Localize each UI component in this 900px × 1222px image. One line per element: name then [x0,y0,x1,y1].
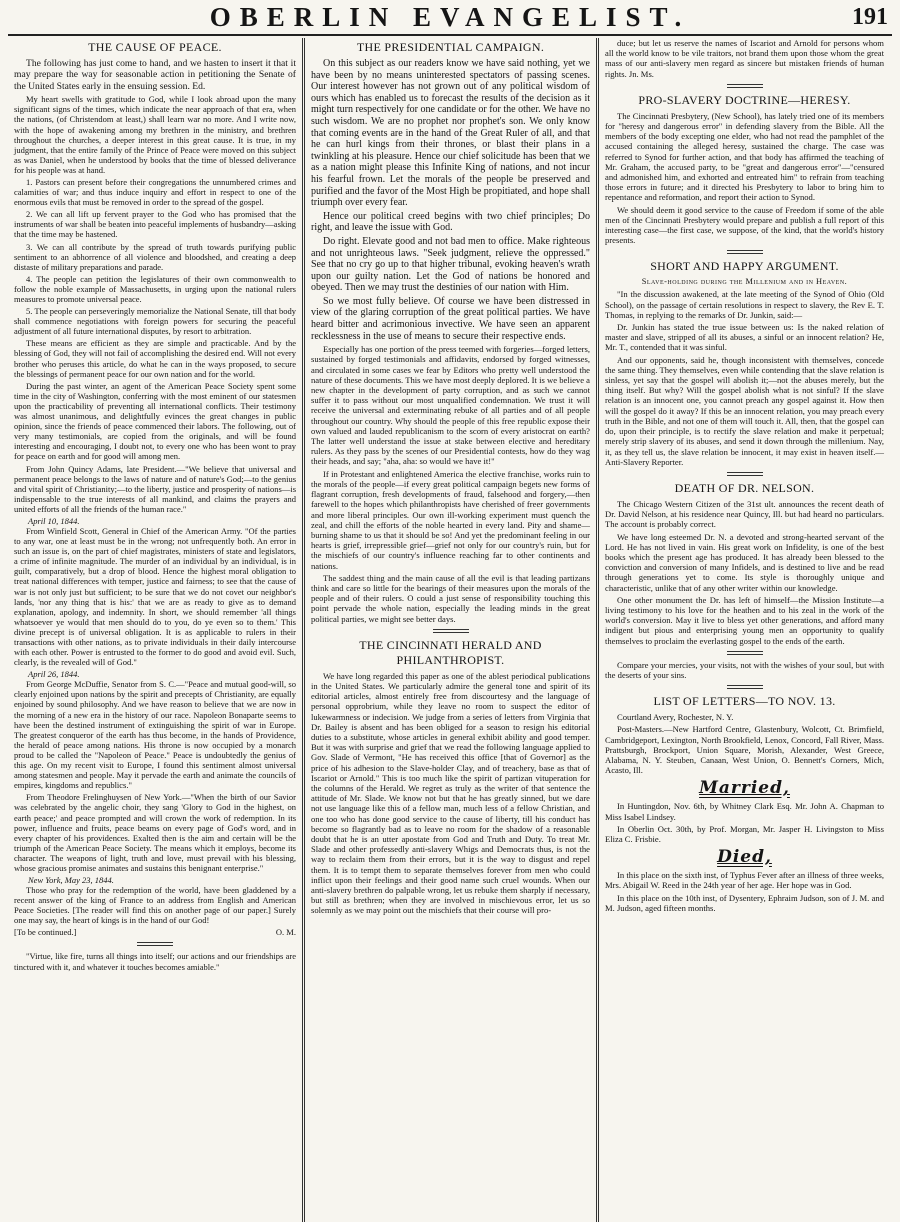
article-subheading: Slave-holding during the Millenium and in Heaven. [641,277,848,287]
married-notice: In Huntingdon, Nov. 6th, by Whitney Clark Esq. Mr. John A. Chapman to Miss Isabel Lindsey. [605,801,884,822]
closing-quote: "Virtue, like fire, turns all things into itself; our actions and our friendships are tinctured with it, and whatever it touches becomes amiable." [14,951,296,972]
death-notice: In this place on the sixth inst, of Typhus Fever after an illness of three weeks, Mrs. Abigail W. Reed in the 24th year of her age. Her hope was in God. [605,870,884,891]
author-initials: O. M. [275,927,296,938]
married-notice: In Oberlin Oct. 30th, by Prof. Morgan, Mr. Jasper H. Livingston to Miss Eliza C. Frisbie. [605,823,884,844]
article-paragraph: Hence our political creed begins with two chief principles; Do right, and leave the issue with God. [311,210,590,234]
article-heading-cause-of-peace: THE CAUSE OF PEACE. [88,40,222,54]
article-continuation: duce; but let us reserve the names of Iscariot and Arnold for persons whom all the world know to be vile traitors, not brand them upon those whom the great mass of our anti-slavery men regard as sincere but mistaken friends of human rights. Jn. Ms. [605,38,884,79]
article-paragraph: The Chicago Western Citizen of the 31st ult. announces the recent death of Dr. David Nelson, at his residence near Quincy, Ill. but had heard no particulars. The account is probably correct. [605,498,884,530]
article-paragraph: The saddest thing and the main cause of all the evil is that leading partizans think and care so little for the bearings of their measures upon the morals of the people and of their rulers. O could a just sense of responsibility touching this point pervade the whole nation, especially the leading minds in the great political parties, we might see better days. [311,572,590,624]
article-paragraph: The Cincinnati Presbytery, (New School), has lately tried one of its members for "heresy and dangerous error" in defending slavery from the Bible. All the members of the body excepting one elder, who had not read the pamphlet of the accused containing the alleged heresy, sustained the charge. The case was referred to Synod for further action, and that body has affirmed the teaching of Mr. Graham, the accused party, to be "great and dangerous error"—"censured and admonished him, and exhorted and entreated him" to refrain from teaching those errors in future; and it directed his Presbytery to labor to bring him to repentance and reformation, and report their action to Synod. [605,110,884,203]
continued-note: [To be continued.] [14,927,77,938]
separator-rule [137,942,173,946]
article-paragraph: And our opponents, said he, though inconsistent with themselves, concede the same thing. They themselves, even while contending that the slave relation is sinless, yet say that the gospel will abolish it;—not the abuses merely, but the thing itself. But why? Will the gospel abolish what is not sinful? If the slave relation is an innocent one, you cannot preach any gospel against it. How then will the gospel do it away? If this be an innocent relation, you may preach every truth in the Bible, and not one of them will touch it. All, then, that the gospel can do, upon their principle, is to rectify the slave relation and make it perpetual; merely strip slavery of its abuses, and send it down through the millenium. Nay, it, as they tell us, the slave relation be innocent, it may exist in heaven itself.—Anti-Slavery Reporter. [605,354,884,467]
article-paragraph: During the past winter, an agent of the American Peace Society spent some time in the city of Washington, conferring with the most eminent of our statesmen upon the practicability of preventing all international conflicts. Their testimony was almost unanimous, and delightfully evinces the great changes in public opinion, since the friends of peace commenced their labors. The following, out of very many testimonials, are copied from the originals, and will be found interesting and encouraging, I doubt not, to every one who has been wont to pray for peace on earth and for good will among men. [14,380,296,462]
article-paragraph: We have long regarded this paper as one of the ablest periodical publications in the United States. We particularly admire the general tone and spirit of its editorial articles, almost entirely free from discourtesy and the language of personal opprobrium, while they leave no room to suspect the editor of lukewarmness or indecision. We judge from a series of letters from Virginia that Dr. Bailey is absent and has been obliged for a season to resign his editorial duties to a substitute, whose articles in general exhibit ability and good temper. But it was with surprise and grief that we read the following language applied to Gov. Slade of Vermont, "He has received this office [that of Governor] as the price of his adhesion to the Slave-holder Clay, and of treachery, base as that of Iscariot or Arnold." This is too much like the spirit of partizan vituperation for the columns of the Herald. We regret as truly as the writer of that sentence the attitude of Mr. Slade. We know not but that he has greatly sinned, but we dare not use language like this of a fellow man, much less of a fellow Christian, and one too who has done good service to the cause of liberty, till his conduct has become so flagrantly bad as to leave no room for the shadow of a reasonable doubt that he is an utter apostate from God and Truth and Duty. To treat Mr. Slade and other professedly anti-slavery Whigs and Democrats thus, is not the way to reclaim them from their errors, but it is the way to disgust and repel them. It is to tempt them to separate themselves forever from men who could inflict upon their feelings and their good name such cruel wounds. When our anti-slavery brethren do palpable wrong, let us rebuke them sharply if necessary, but still as brethren; when they are involved in mischievous error, let us so solemnly as we may point out the mischiefs that their course will pro- [311,670,590,916]
page-number: 191 [852,4,888,30]
letters-entry: Courtland Avery, Rochester, N. Y. [617,712,734,723]
dateline: April 26, 1844. [28,669,80,680]
column-1 [8,38,302,1222]
letters-entry: Post-Masters.—New Hartford Centre, Glastenbury, Wolcott, Ct. Brimfield, Cambridgeport, Lexington, North Brookfield, Lenox, Concord, Fall River, Mass. Prattsburgh, Brockport, Union Square, Morish, Alexander, West Greece, Alabama, N. Y. Steuben, Canaan, West Union, O. Bennett's Corners, Mich, Acasto, Ill. [605,724,884,776]
separator-rule [433,629,469,633]
article-heading-cincinnati-herald: THE CINCINNATI HERALD AND PHILANTHROPIST. [359,637,542,667]
separator-rule [727,472,763,476]
article-heading-presidential-campaign: THE PRESIDENTIAL CAMPAIGN. [356,40,545,54]
article-paragraph: Especially has one portion of the press teemed with forgeries—forged letters, sustained by forged testimonials and affidavits, endorsed by forged witnesses, and circulated in some cases we fear by Editors who pretty well understood the nature of these documents. This we have most deeply deplored. It is we believe a new chapter in the development of party corruption, and as such we cannot suffer it to pass without our most unqualified condemnation. We trust it will receive the universal and exterminating rebuke of all parties and of all people throughout our country. Why should the people of this free republic expose their own valued and lauded republicanism to the scorn of every aristocrat on earth? The latter well understand the issue at stake between elective and hereditary rulers. As they pass by the scenes of our Presidential contests, how do they wag their heads, and say; "aha, aha: so would we have it!" [311,344,590,467]
separator-rule [727,651,763,655]
columns [8,38,892,1222]
separator-rule [727,84,763,88]
dateline: New York, May 23, 1844. [28,875,114,886]
article-heading-death-of-dr-nelson: DEATH OF DR. NELSON. [674,480,815,495]
article-paragraph: Those who pray for the redemption of the world, have been gladdened by a recent answer of the king of France to an address from English and American Peace Societies. [The reader will find this on another page of our paper.] Surely one may say, the heart of kings is in the hand of our God! [14,885,296,926]
signature-line [14,927,296,937]
article-paragraph: 3. We can all contribute by the spread of truth towards purifying public sentiment to an abhorrence of all violence and bloodshed, and creating a deep distaste of military preparations and parade. [14,241,296,272]
article-paragraph: From George McDuffie, Senator from S. C.—"Peace and mutual good-will, so clearly enjoined upon nations by the spirit and precepts of Christianity, are equally enjoined by sound philosophy. And we have reason to believe that we are now in the morning of a new era in the history of our race. Napoleon Bonaparte seems to have been the destined instrument of extinguishing the spirit of war in Europe. The greatest conqueror of the earth has thus become, in the hands of Providence, the herald of peace among nations. His throne is now occupied by a monarch proud to be called the "Napoleon of Peace." Peace is undoubtedly the genius of this age. On my recent visit to Europe, I found this sentiment almost universal among statesmen and people. May it pervade the earth and animate the councils of empires, kingdoms and republics." [14,679,296,791]
article-heading-short-happy-argument: SHORT AND HAPPY ARGUMENT. [650,259,839,274]
dateline: April 10, 1844. [28,515,80,526]
article-paragraph: 4. The people can petition the legislatures of their own commonwealth to follow the noble example of Massachusetts, in urging upon the national rulers measures to promote universal peace. [14,273,296,304]
article-paragraph: One other monument the Dr. has left of himself—the Mission Institute—a living testimony to his love for the heathen and to his zeal in the work of the world's conversion. May it live to bless yet other generations, and afford many indigent but pious and enterprising young men an opportunity to qualify themselves to proclaim the everlasting gospel to the ends of the earth. [605,594,884,646]
article-paragraph: On this subject as our readers know we have said nothing, yet we have been by no means uninterested spectators of passing scenes. Our interest however has not grown out of any political wisdom of ours which has enabled us to forecast the results of the decision as it might turn respectively for one candidate or for the other. We have no such wisdom. We are no prophet nor prophet's son. We only know that coming events are in the hand of the Great Ruler of all, and that he can hurl kings from their thrones, or blast their plans in a twinkling at his pleasure. Hence our chief solicitude has been that we as a nation might please this Infinite King of nations, and not incur his fearful frown. Let the morals of the people be preserved and purified and the favor of the Most High be propitiated, and hope shall triumph over every fear. [311,58,590,209]
column-3 [596,38,890,1222]
article-paragraph: From Winfield Scott, General in Chief of the American Army. "Of the parties to any war, one at least must be in the wrong; not unfrequently both. An error in such an issue is, on the part of chief magistrates, ministers of state and legislators, a crime of infinite magnitude. The murder of an individual by an individual, is in guilt, comparatively, but a drop of blood. Hence the highest moral obligation to treat national differences with temper, justice and fairness; to see that the cause of war is not only just but sufficient; to be sure that we do not covet our neighbor's lands, 'nor any thing that is his:' that we are as ready to give as to demand explanation, apology, and indemnity. In short, we should remember 'all things whatsoever ye would that men should do to you, do ye even so to them.' This divine precept is of universal obligation. It is as applicable to rulers in their transactions with other nations, as to private individuals in their daily intercourse with each other. Power is entrusted to the former to do good and avoid evil. Such, clearly, is the revealed will of God." [14,525,296,668]
article-paragraph: We have long esteemed Dr. N. a devoted and strong-hearted servant of the Lord. He has not lived in vain. His great work on Infidelity, is one of the best books which the present age has produced. It has already been blessed to the conviction and conversion of many Infidels, and is destined to live and be read through generations yet to come. Its style is thoroughly unique and characteristic, unlike that of any other writer within our knowledge. [605,531,884,593]
article-paragraph: From John Quincy Adams, late President.—"We believe that universal and permanent peace belongs to the laws of nature and of nature's God;—to the genius and vital spirit of Christianity;—to the liberty, justice and prosperity of nations—is indispensable to the true interests of all mankind, and claims the prayers and united efforts of all the friends of the human race." [14,463,296,514]
column-2 [302,38,596,1222]
masthead-title: OBERLIN EVANGELIST. [209,1,691,32]
death-notice: In this place on the 10th inst, of Dysentery, Ephraim Judson, son of J. M. and M. Judson, aged fifteen months. [605,892,884,913]
article-paragraph: These means are efficient as they are simple and practicable. And by the blessing of God, they will not fail of accomplishing the desired end. Will not every brother who peruses this article, do what he can in the ways proposed, to secure the blessings of permanent peace for our own nation and for the world. [14,338,296,379]
died-heading: Died, [717,847,772,868]
article-paragraph: 1. Pastors can present before their congregations the unnumbered crimes and calamities of war; and thus induce inquiry and effort in respect to one of the enormous evils that must be removed in order to the spread of the gospel. [14,176,296,208]
article-paragraph: 2. We can all lift up fervent prayer to the God who has promised that the instruments of war shall be beaten into peaceful implements of husbandry—asking that the time may be hastened. [14,209,296,240]
article-paragraph: If in Protestant and enlightened America the elective franchise, works ruin to the morals of the people—if every great political campaign begets new forms of flagrant corruption, fresh developments of fraud, falsehood and forgery,—then farewell to the hopes which philanthropists have cherished of freer governments and more liberal principles. Our own ill-working experiment must quench the zeal, and chill the efforts of the noble hearted in every land. Pity and shame—burning shame to us that it should be so! And yet the predominant feeling in our hearts is grief, irrepressible grief—grief not only for our country's ruin, but for the mischiefs of our country's influence reaching far to other continents and nations. [311,468,590,571]
masthead [8,0,892,36]
separator-rule [727,250,763,254]
article-paragraph: My heart swells with gratitude to God, while I look abroad upon the many significant signs of the times, which indicate the near approach of that era, when the nations, (of Christendom at least,) shall learn war no more. And I write now, with the hope of awakening among my brethren in the ministry, and brethren throughout the churches, a deeper interest in this great cause. It is true, in my judgment, that the entire family of the Prince of Peace were moved on this subject as was Daniel, when he understood by books that the time of blessed deliverance for his people was at hand. [14,94,296,175]
editor-note: The following has just come to hand, and we hasten to insert it that it may prepare the way for seasonable action in petitioning the Senate of the United States early in the ensuing session. Ed. [14,58,296,92]
maxim: Compare your mercies, your visits, not with the wishes of your soul, but with the deserts of your sins. [605,659,884,680]
article-heading-list-of-letters: LIST OF LETTERS—TO NOV. 13. [653,694,836,709]
article-paragraph: Do right. Elevate good and not bad men to office. Make righteous and not unrighteous laws. "Seek judgment, relieve the oppressed." See that no cry go up to that higher tribunal, evoking heaven's wrath upon our guilty nation. Let the God of nations be honored and obeyed. Then we may trust the destinies of our nation with Him. [311,235,590,294]
separator-rule [727,685,763,689]
article-paragraph: "In the discussion awakened, at the late meeting of the Synod of Ohio (Old School), on the passage of certain resolutions in respect to slavery, the Rev E. T. Thomas, in replying to the remarks of Dr. Junkin, said:— [605,289,884,320]
article-paragraph: From Theodore Frelinghuysen of New York.—"When the birth of our Savior was celebrated by the angelic choir, they sang 'Glory to God in the highest, on earth peace;' and peace prompted and will crown the work of redemption. In its power, influence and fruits, peace beams on every page of God's word, and in every chapter of his providences. Exalted then is the aim and certain will be the triumph of the American Peace Society. The means which it employs, become its character. The weapons of light, truth and love, must prevail with his blessing, whose gracious promise animates and sustains this benignant enterprise." [14,792,296,873]
article-paragraph: 5. The people can perseveringly memorialize the National Senate, till that body shall commence negotiations with foreign powers for securing the peaceful adjustment of all future international disputes, by resort to arbitration. [14,306,296,337]
article-paragraph: We should deem it good service to the cause of Freedom if some of the able men of the Cincinnati Presbytery would prepare and publish a full report of this interesting case—the first case, we suppose, of the kind, that the world's history presents. [605,204,884,246]
married-heading: Married, [699,778,790,799]
article-paragraph: So we most fully believe. Of course we have been distressed in view of the glaring corruption of the great political parties. We have heard bitter and acrimonious invective. We have seen an apparent recklessness in the use of means to secure their respective ends. [311,295,590,342]
article-heading-pro-slavery-doctrine: PRO-SLAVERY DOCTRINE—HERESY. [638,92,851,107]
article-paragraph: Dr. Junkin has stated the true issue between us: Is the naked relation of master and slave, stripped of all its abuses, a sinful or an innocent relation? He, Mr. T., contended that it was sinful. [605,322,884,353]
